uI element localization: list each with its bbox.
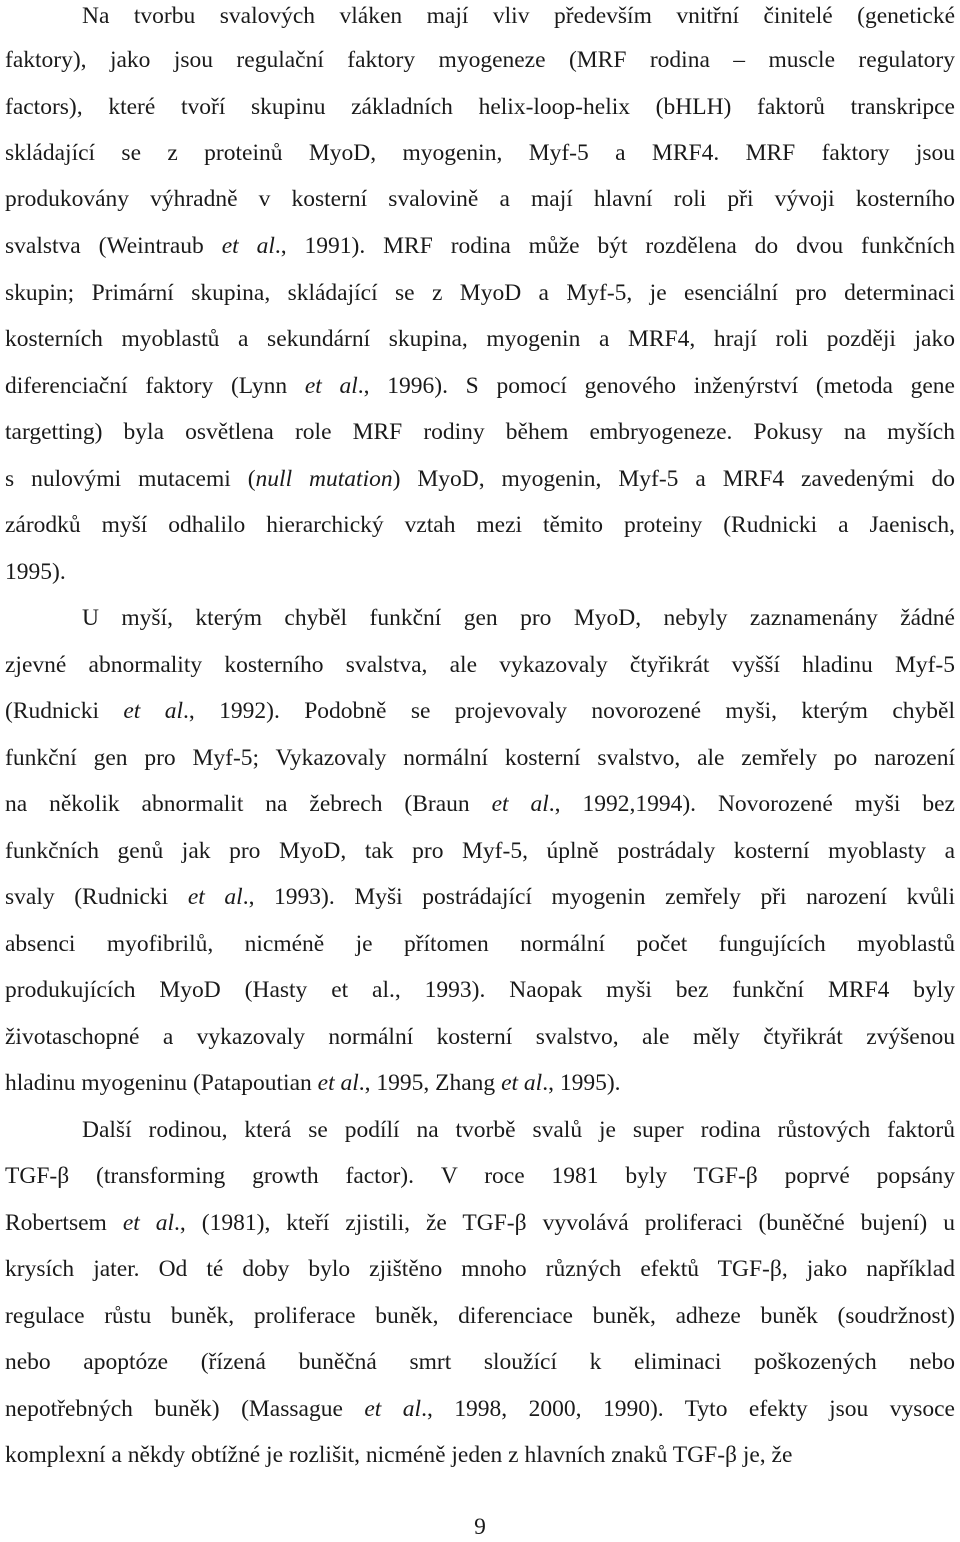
text-line xyxy=(5,1254,955,1284)
text-line xyxy=(5,510,955,540)
italic-text: et al xyxy=(364,1396,422,1422)
line-text: ., 1996). S pomocí genového inženýrství (metoda gene xyxy=(357,373,955,399)
line-text: faktory), jako jsou regulační faktory myogeneze (MRF rodina – muscle regulatory xyxy=(5,47,955,73)
italic-text: et al xyxy=(221,233,275,259)
italic-text: et al xyxy=(317,1070,359,1096)
text-line xyxy=(5,231,955,261)
line-text: skládající se z proteinů MyoD, myogenin, Myf-5 a MRF4. MRF faktory jsou xyxy=(5,140,955,166)
text-line xyxy=(5,1440,792,1470)
line-text: ., 1991). MRF rodina může být rozdělena do dvou funkčních xyxy=(274,233,955,259)
line-text: regulace růstu buněk, proliferace buněk, diferenciace buněk, adheze buněk (soudržnost) xyxy=(5,1303,955,1329)
page-number: 9 xyxy=(474,1514,486,1540)
text-line xyxy=(5,1068,621,1098)
line-text: nebo apoptóze (řízená buněčná smrt sloužící k eliminaci poškozených nebo xyxy=(5,1349,955,1375)
line-text: zjevné abnormality kosterního svalstva, ale vykazovaly čtyřikrát vyšší hladinu Myf-5 xyxy=(5,652,955,678)
text-line xyxy=(5,371,955,401)
line-text: ., 1992,1994). Novorozené myši bez xyxy=(548,791,955,817)
line-text: targetting) byla osvětlena role MRF rodiny během embryogeneze. Pokusy na myších xyxy=(5,419,955,445)
line-text: factors), které tvoří skupinu základních helix-loop-helix (bHLH) faktorů transkripce xyxy=(5,94,955,120)
line-text: nepotřebných buněk) (Massague xyxy=(5,1396,365,1422)
text-line xyxy=(5,789,955,819)
italic-text: et al xyxy=(187,884,243,910)
text-line xyxy=(5,278,955,308)
line-text: diferenciační faktory (Lynn xyxy=(5,373,305,399)
text-line xyxy=(5,1394,955,1424)
text-line xyxy=(5,1208,955,1238)
text-line xyxy=(5,929,955,959)
text-line xyxy=(5,138,955,168)
line-text: Robertsem xyxy=(5,1210,123,1236)
line-text: absenci myofibrilů, nicméně je přítomen normální počet fungujících myoblastů xyxy=(5,931,955,957)
line-text: ., 1998, 2000, 1990). Tyto efekty jsou vysoce xyxy=(421,1396,955,1422)
line-text: svalstva (Weintraub xyxy=(5,233,222,259)
text-line xyxy=(5,1161,955,1191)
line-text: životaschopné a vykazovaly normální kosterní svalstvo, ale měly čtyřikrát zvýšenou xyxy=(5,1024,955,1050)
line-text: ., (1981), kteří zjistili, že TGF-β vyvolává proliferaci (buněčné bujení) u xyxy=(174,1210,955,1236)
text-line xyxy=(5,92,955,122)
italic-text: null mutation xyxy=(255,466,393,492)
line-text: ., 1995, Zhang xyxy=(358,1070,502,1096)
line-text: funkční gen pro Myf-5; Vykazovaly normální kosterní svalstvo, ale zemřely po narození xyxy=(5,745,955,771)
text-line xyxy=(82,603,955,633)
italic-text: et al xyxy=(491,791,549,817)
italic-text: et al xyxy=(304,373,358,399)
line-text: ) MyoD, myogenin, Myf-5 a MRF4 zavedenými do xyxy=(392,466,956,492)
line-text: 1995). xyxy=(5,559,66,585)
text-line xyxy=(5,882,955,912)
text-line xyxy=(5,324,955,354)
text-line xyxy=(5,1347,955,1377)
line-text: produkovány výhradně v kosterní svalovině a mají hlavní roli při vývoji kosterního xyxy=(5,186,955,212)
text-line xyxy=(5,464,955,494)
line-text: komplexní a někdy obtížné je rozlišit, nicméně jeden z hlavních znaků TGF-β je, že xyxy=(5,1442,793,1468)
italic-text: et al xyxy=(122,1210,175,1236)
line-text: s nulovými mutacemi ( xyxy=(5,466,256,492)
text-line xyxy=(5,417,955,447)
line-text: ., 1995). xyxy=(542,1070,621,1096)
line-text: ., 1993). Myši postrádající myogenin zemřely při narození kvůli xyxy=(242,884,955,910)
text-line xyxy=(5,1301,955,1331)
line-text: produkujících MyoD (Hasty et al., 1993). Naopak myši bez funkční MRF4 byly xyxy=(5,977,955,1003)
line-text: kosterních myoblastů a sekundární skupina, myogenin a MRF4, hrají roli později jako xyxy=(5,326,955,352)
text-line xyxy=(5,696,955,726)
line-text: hladinu myogeninu (Patapoutian xyxy=(5,1070,318,1096)
line-text: (Rudnicki xyxy=(5,698,124,724)
line-text: skupin; Primární skupina, skládající se z MyoD a Myf-5, je esenciální pro determinaci xyxy=(5,280,955,306)
text-line xyxy=(5,836,955,866)
text-line xyxy=(5,1022,955,1052)
text-line xyxy=(5,975,955,1005)
text-line xyxy=(82,1115,955,1145)
text-line xyxy=(5,650,955,680)
line-text: zárodků myší odhalilo hierarchický vztah mezi těmito proteiny (Rudnicki a Jaenisch, xyxy=(5,512,955,538)
line-text: funkčních genů jak pro MyoD, tak pro Myf-5, úplně postrádaly kosterní myoblasty a xyxy=(5,838,955,864)
text-line xyxy=(5,184,955,214)
line-text: U myší, kterým chyběl funkční gen pro MyoD, nebyly zaznamenány žádné xyxy=(82,605,955,631)
line-text: na několik abnormalit na žebrech (Braun xyxy=(5,791,492,817)
text-line xyxy=(5,45,955,75)
line-text: ., 1992). Podobně se projevovaly novorozené myši, kterým chyběl xyxy=(183,698,955,724)
text-line xyxy=(5,557,66,587)
line-text: krysích jater. Od té doby bylo zjištěno mnoho různých efektů TGF-β, jako například xyxy=(5,1256,955,1282)
line-text: svaly (Rudnicki xyxy=(5,884,188,910)
text-line xyxy=(82,1,955,31)
line-text: TGF-β (transforming growth factor). V roce 1981 byly TGF-β poprvé popsány xyxy=(5,1163,955,1189)
italic-text: et al xyxy=(501,1070,543,1096)
line-text: Na tvorbu svalových vláken mají vliv především vnitřní činitelé (genetické xyxy=(82,3,955,29)
line-text: Další rodinou, která se podílí na tvorbě svalů je super rodina růstových faktorů xyxy=(82,1117,955,1143)
text-line xyxy=(5,743,955,773)
italic-text: et al xyxy=(123,698,183,724)
